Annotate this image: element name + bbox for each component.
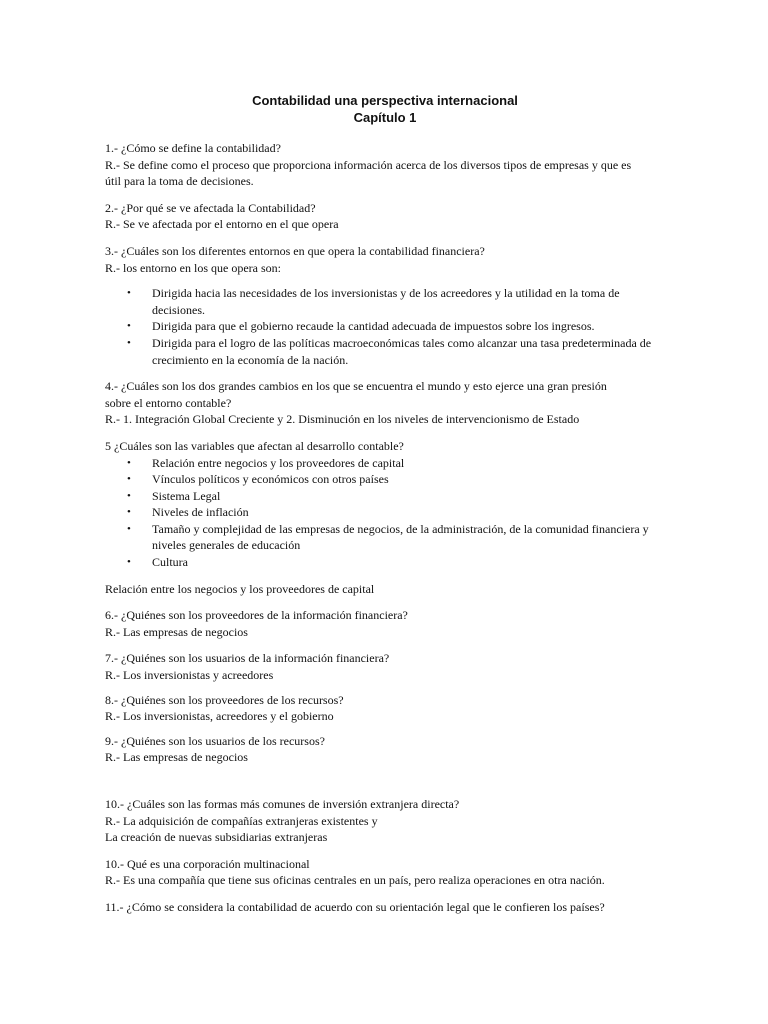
answer-text: R.- Es una compañía que tiene sus oficinas centrales en un país, pero realiza operaciones en otra nación.: [105, 873, 605, 888]
bullet-icon: •: [127, 456, 131, 469]
answer-text: R.- Las empresas de negocios: [105, 624, 248, 639]
question-2: [105, 200, 665, 233]
bullet-icon: •: [127, 320, 131, 333]
question-3: [105, 243, 665, 368]
note-paragraph: [105, 581, 665, 598]
list-item: [127, 318, 665, 335]
document-title: Contabilidad una perspectiva internacional: [252, 93, 518, 108]
question-text: 2.- ¿Por qué se ve afectada la Contabilidad?: [105, 200, 316, 215]
question-text: 3.- ¿Cuáles son los diferentes entornos en que opera la contabilidad financiera?: [105, 243, 485, 258]
question-text: 6.- ¿Quiénes son los proveedores de la información financiera?: [105, 608, 408, 623]
list-item: [127, 488, 665, 505]
question-11: [105, 899, 665, 916]
list-item-text: Dirigida hacia las necesidades de los inversionistas y de los acreedores y la utilidad en la toma de decisiones.: [152, 286, 620, 317]
answer-text: R.- Las empresas de negocios: [105, 750, 248, 765]
question-text: 8.- ¿Quiénes son los proveedores de los recursos?: [105, 692, 344, 707]
question-1: [105, 140, 665, 190]
bullet-icon: •: [127, 556, 131, 569]
answer-text: R.- Los inversionistas y acreedores: [105, 668, 274, 683]
answer-text-cont: útil para la toma de decisiones.: [105, 174, 254, 189]
list-item-text: Sistema Legal: [152, 488, 221, 503]
list-item: [127, 285, 665, 318]
bullet-icon: •: [127, 287, 131, 300]
question-text: 10.- ¿Cuáles son las formas más comunes de inversión extranjera directa?: [105, 797, 460, 811]
answer-text: R.- los entorno en los que opera son:: [105, 260, 281, 275]
question-10-fdi: [105, 796, 665, 846]
question-text: 1.- ¿Cómo se define la contabilidad?: [105, 141, 281, 155]
document-page: [105, 92, 665, 916]
list-item-text: Cultura: [152, 555, 188, 570]
question-6: [105, 607, 665, 640]
document-subtitle: Capítulo 1: [353, 110, 417, 125]
list-item: [127, 455, 665, 472]
question-text: 4.- ¿Cuáles son los dos grandes cambios en los que se encuentra el mundo y esto ejerce una gran presión: [105, 379, 607, 394]
answer-text: R.- Los inversionistas, acreedores y el gobierno: [105, 709, 334, 724]
question-text-cont: sobre el entorno contable?: [105, 395, 232, 410]
list-item: [127, 471, 665, 488]
question-10-multinational: [105, 856, 665, 889]
list-item: [127, 335, 665, 368]
list-item-text: Vínculos políticos y económicos con otros países: [152, 472, 389, 487]
question-9: [105, 733, 665, 766]
list-item: [127, 504, 665, 521]
question-text: 10.- Qué es una corporación multinacional: [105, 856, 310, 871]
question-text: 7.- ¿Quiénes son los usuarios de la información financiera?: [105, 651, 390, 666]
answer-text-cont: La creación de nuevas subsidiarias extranjeras: [105, 830, 328, 845]
list-item-text: Tamaño y complejidad de las empresas de negocios, de la administración, de la comunidad financiera y niveles generales de educación: [152, 521, 649, 553]
note-text: Relación entre los negocios y los proveedores de capital: [105, 581, 375, 596]
list-item-text: Dirigida para el logro de las políticas macroeconómicas tales como alcanzar una tasa predeterminada de crecimiento en la economía de la nación.: [152, 335, 652, 367]
question-8: [105, 692, 665, 725]
list-item: [127, 521, 665, 554]
bullet-icon: •: [127, 506, 131, 519]
question-5: [105, 438, 665, 571]
answer-text: R.- 1. Integración Global Creciente y 2. Disminución en los niveles de intervencionismo de Estado: [105, 412, 580, 427]
bullet-list: [127, 285, 665, 368]
list-item: [127, 554, 665, 571]
question-text: 9.- ¿Quiénes son los usuarios de los recursos?: [105, 733, 325, 748]
list-item-text: Niveles de inflación: [152, 505, 249, 520]
answer-text: R.- Se ve afectada por el entorno en el que opera: [105, 217, 339, 232]
question-text: 11.- ¿Cómo se considera la contabilidad de acuerdo con su orientación legal que le confieren los países?: [105, 899, 605, 914]
question-text: 5 ¿Cuáles son las variables que afectan al desarrollo contable?: [105, 438, 404, 453]
answer-text: R.- Se define como el proceso que proporciona información acerca de los diversos tipos de empresas y que es: [105, 157, 632, 172]
question-4: [105, 378, 665, 428]
bullet-icon: •: [127, 489, 131, 502]
answer-text: R.- La adquisición de compañías extranjeras existentes y: [105, 813, 378, 828]
bullet-icon: •: [127, 522, 131, 535]
list-item-text: Relación entre negocios y los proveedores de capital: [152, 455, 405, 470]
bullet-icon: •: [127, 473, 131, 486]
bullet-icon: •: [127, 336, 131, 349]
list-item-text: Dirigida para que el gobierno recaude la cantidad adecuada de impuestos sobre los ingresos.: [152, 319, 595, 334]
question-7: [105, 650, 665, 683]
bullet-list: [127, 455, 665, 571]
